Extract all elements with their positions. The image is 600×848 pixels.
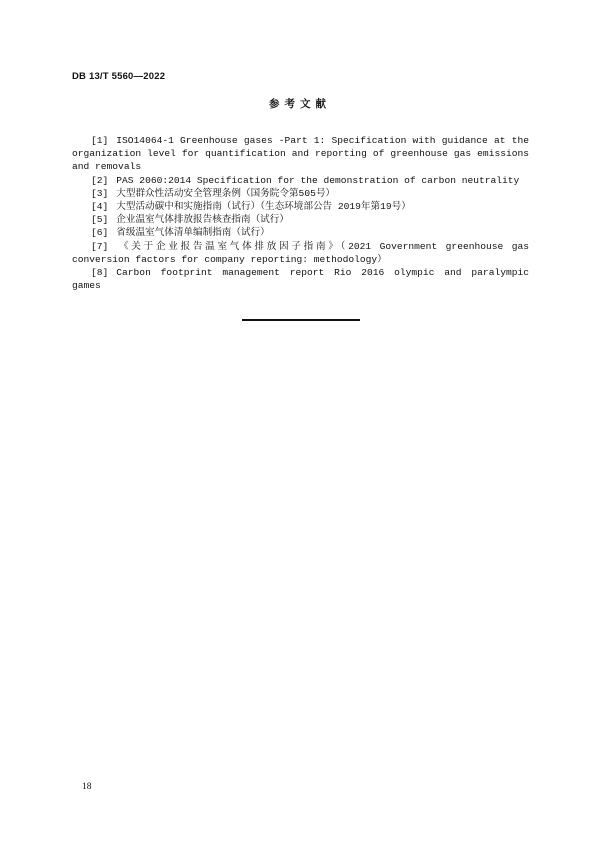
reference-text: ISO14064-1 Greenhouse gases -Part 1: Specification with guidance at the organization level for quantification and reporting of greenhouse gas emissions and removals xyxy=(72,135,529,173)
reference-list xyxy=(72,134,529,292)
reference-number: [3] xyxy=(91,187,109,199)
reference-text: 大型群众性活动安全管理条例（国务院令第505号） xyxy=(116,187,336,199)
reference-number: [6] xyxy=(91,227,109,239)
reference-text: 《关于企业报告温室气体排放因子指南》（2021 Government greenhouse gas conversion factors for company reporting: methodology） xyxy=(72,240,529,265)
reference-number: [8] xyxy=(91,267,109,279)
reference-number: [4] xyxy=(91,201,109,213)
reference-text: 企业温室气体排放报告核查指南（试行） xyxy=(116,214,289,226)
page-number: 18 xyxy=(82,782,92,792)
reference-item xyxy=(72,226,529,239)
reference-text: 省级温室气体清单编制指南（试行） xyxy=(116,227,270,239)
standard-code: DB 13/T 5560—2022 xyxy=(72,71,166,82)
reference-text: PAS 2060:2014 Specification for the demonstration of carbon neutrality xyxy=(116,174,520,186)
reference-item xyxy=(72,174,529,187)
end-rule xyxy=(242,319,360,321)
reference-item xyxy=(72,266,529,292)
reference-number: [5] xyxy=(91,214,109,226)
reference-item xyxy=(72,213,529,226)
reference-item xyxy=(72,240,529,266)
page-title: 参考文献 xyxy=(269,98,331,110)
reference-number: [1] xyxy=(91,135,109,146)
reference-text: 大型活动碳中和实施指南（试行）（生态环境部公告 2019年第19号） xyxy=(116,201,411,213)
reference-number: [2] xyxy=(91,174,109,186)
reference-text: Carbon footprint management report Rio 2016 olympic and paralympic games xyxy=(72,267,529,292)
reference-number: [7] xyxy=(91,240,109,252)
reference-item xyxy=(72,134,529,174)
reference-item xyxy=(72,200,529,213)
reference-item xyxy=(72,187,529,200)
